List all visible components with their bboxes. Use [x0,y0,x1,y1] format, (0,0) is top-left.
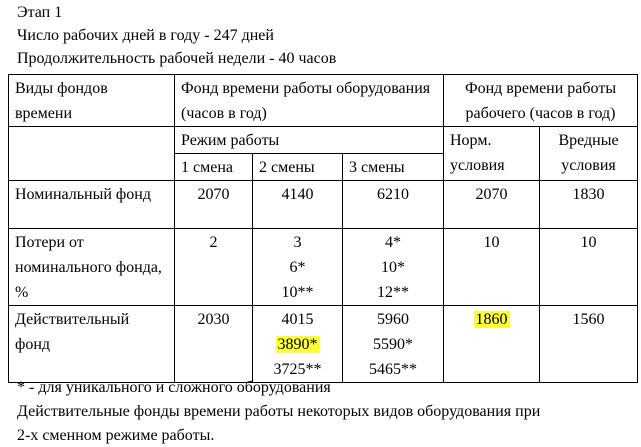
header-harmful-conditions: Вредные условия [540,127,638,181]
footer-text-line1: Действительные фонды времени работы некоторых видов оборудования при [17,403,541,420]
actual-shift2-b-highlighted: 3890* [277,336,318,353]
table-subheader-row [9,127,638,154]
row-label-losses: Потери от номинального фонда, % [9,229,175,306]
nominal-harmful: 1830 [540,181,638,229]
row-label-nominal: Номинальный фонд [9,181,175,229]
week-length-text: Продолжительность рабочей недели - 40 часов [17,50,337,67]
losses-shift3-b: 10* [381,259,405,276]
table-row [9,229,638,306]
actual-normal-highlighted: 1860 [475,311,508,328]
losses-shift3-a: 4* [385,234,401,251]
header-time-types: Виды фондов времени [9,75,175,127]
actual-shift1: 2030 [197,311,230,328]
working-days-text: Число рабочих дней в году - 247 дней [17,27,274,44]
losses-normal: 10 [444,229,540,306]
actual-shift2-a: 4015 [281,311,314,328]
actual-shift2-c: 3725** [273,361,322,378]
actual-shift3-a: 5960 [377,311,409,328]
table-row [9,306,638,383]
losses-shift3-c: 12** [377,284,409,301]
footer-text-line2: 2-х сменном режиме работы. [17,427,215,444]
header-normal-conditions: Норм. условия [444,127,540,181]
time-fund-table [8,74,638,383]
header-worker-fund: Фонд времени работы рабочего (часов в год) [444,75,638,127]
footnote: * - для уникального и сложного оборудования [17,379,331,396]
actual-shift3-b: 5590* [373,336,413,353]
nominal-shift2: 4140 [281,186,314,203]
header-shift-2: 2 смены [253,154,343,181]
losses-shift2-b: 6* [289,259,306,276]
actual-shift3-c: 5465** [369,361,417,378]
header-equipment-fund: Фонд времени работы оборудования (часов в год) [175,75,444,127]
header-shift-3: 3 смены [343,154,444,181]
losses-shift2-c: 10** [281,284,314,301]
nominal-shift1: 2070 [197,186,230,203]
stage-title: Этап 1 [17,4,63,21]
losses-harmful: 10 [540,229,638,306]
table-header-row [9,75,638,127]
row-label-actual: Действительный фонд [9,306,175,383]
nominal-normal: 2070 [444,181,540,229]
losses-shift2-a: 3 [293,234,302,251]
actual-harmful: 1560 [540,306,638,383]
table-row [9,181,638,229]
header-shift-1: 1 смена [175,154,253,181]
nominal-shift3: 6210 [377,186,409,203]
losses-shift1: 2 [209,234,218,251]
header-work-mode: Режим работы [175,127,444,154]
